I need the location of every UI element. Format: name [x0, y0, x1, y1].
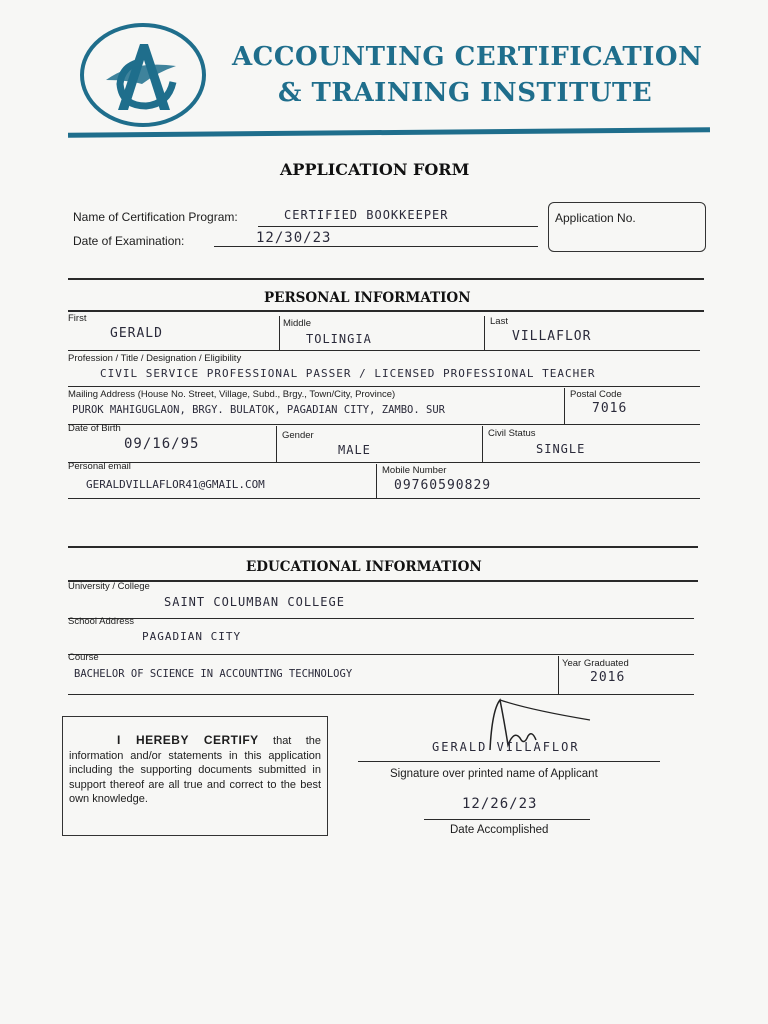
course-value: BACHELOR OF SCIENCE IN ACCOUNTING TECHNOLOGY [74, 668, 353, 680]
education-rule-2 [68, 580, 698, 582]
profession-label: Profession / Title / Designation / Eligibility [68, 353, 242, 364]
middle-value: TOLINGIA [306, 332, 372, 346]
email-value: GERALDVILLAFLOR41@GMAIL.COM [86, 478, 265, 491]
exam-date-value: 12/30/23 [256, 230, 332, 246]
certification-text [69, 733, 321, 807]
divider [558, 656, 559, 694]
row-rule [68, 618, 694, 619]
email-label: Personal email [68, 461, 131, 472]
personal-rule-2 [68, 310, 704, 312]
school-address-value: PAGADIAN CITY [142, 630, 242, 643]
mobile-value: 09760590829 [394, 478, 492, 493]
application-no-box [548, 202, 706, 252]
row-rule [68, 350, 700, 351]
certification-box [62, 716, 328, 836]
date-line [424, 819, 590, 820]
education-top-rule [68, 546, 698, 548]
date-accomplished-value: 12/26/23 [462, 796, 538, 812]
header-rule [68, 127, 710, 138]
signature-label: Signature over printed name of Applicant [390, 768, 598, 780]
certify-body: that the information and/or statements in this application including the supporting documents submitted in support thereof are all true and correct to the best own knowledge. [69, 735, 321, 805]
dob-label: Date of Birth [68, 423, 121, 434]
brand-line-1: ACCOUNTING CERTIFICATION [232, 42, 703, 72]
middle-label: Middle [283, 318, 311, 329]
first-label: First [68, 313, 87, 324]
program-label: Name of Certification Program: [73, 210, 238, 224]
first-value: GERALD [110, 326, 163, 341]
university-value: SAINT COLUMBAN COLLEGE [164, 595, 345, 609]
divider [276, 426, 277, 462]
exam-date-label: Date of Examination: [73, 234, 185, 248]
mobile-label: Mobile Number [382, 465, 447, 476]
divider [279, 316, 280, 350]
date-accomplished-label: Date Accomplished [450, 824, 549, 836]
brand-line-2: & TRAINING INSTITUTE [278, 78, 653, 108]
exam-date-line [214, 246, 538, 247]
row-rule [68, 498, 700, 499]
profession-value: CIVIL SERVICE PROFESSIONAL PASSER / LICENSED PROFESSIONAL TEACHER [100, 367, 596, 380]
divider [564, 388, 565, 424]
signature-line [358, 761, 660, 762]
gender-value: MALE [338, 443, 371, 457]
postal-label: Postal Code [570, 389, 622, 400]
row-rule [68, 386, 700, 387]
personal-heading: PERSONAL INFORMATION [264, 290, 471, 306]
form-title: APPLICATION FORM [280, 160, 470, 179]
row-rule [68, 654, 694, 655]
civil-label: Civil Status [488, 428, 536, 439]
university-label: University / College [68, 581, 150, 592]
divider [376, 464, 377, 498]
address-label: Mailing Address (House No. Street, Village, Subd., Brgy., Town/City, Province) [68, 389, 396, 400]
last-label: Last [490, 316, 508, 327]
application-no-label: Application No. [555, 211, 636, 225]
year-label: Year Graduated [562, 658, 629, 669]
last-value: VILLAFLOR [512, 329, 592, 344]
postal-value: 7016 [592, 401, 628, 416]
row-rule [68, 424, 700, 425]
year-value: 2016 [590, 670, 626, 685]
gender-label: Gender [282, 430, 314, 441]
address-value: PUROK MAHIGUGLAON, BRGY. BULATOK, PAGADIAN CITY, ZAMBO. SUR [72, 404, 445, 416]
personal-top-rule [68, 278, 704, 280]
divider [482, 426, 483, 462]
course-label: Course [68, 652, 99, 663]
dob-value: 09/16/95 [124, 436, 200, 452]
education-heading: EDUCATIONAL INFORMATION [246, 559, 482, 575]
row-rule [68, 462, 700, 463]
divider [484, 316, 485, 350]
logo [78, 22, 208, 128]
civil-value: SINGLE [536, 442, 586, 456]
certify-lead: I HEREBY CERTIFY [117, 733, 259, 747]
program-line [258, 226, 538, 227]
printed-name: GERALD VILLAFLOR [432, 740, 580, 754]
program-value: CERTIFIED BOOKKEEPER [284, 208, 449, 222]
school-address-label: School Address [68, 616, 135, 627]
